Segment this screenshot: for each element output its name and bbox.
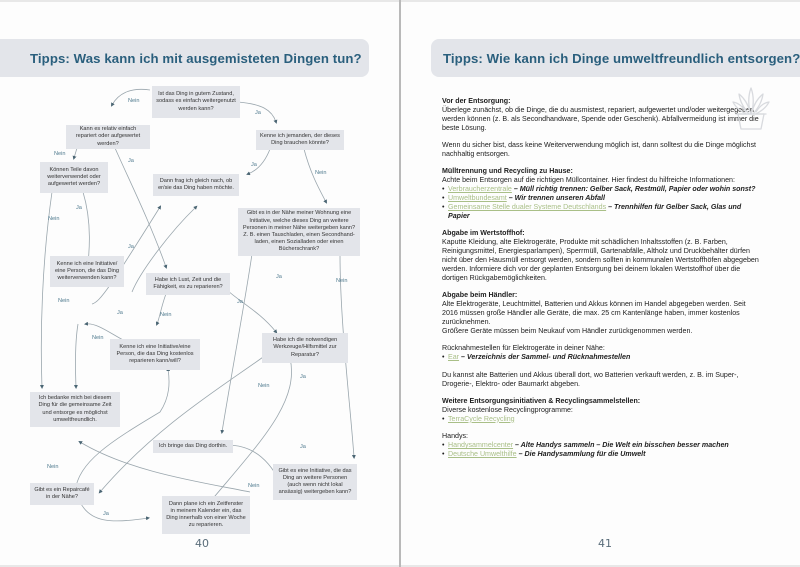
edge-label-yes: Ja (103, 511, 109, 517)
section-text: Diverse kostenlose Recyclingprogramme: (442, 405, 573, 414)
flow-node-free-repair (110, 339, 200, 370)
flow-node-remote-initiative (273, 464, 357, 500)
section-sustainable-note (442, 141, 762, 159)
section-phones (442, 432, 762, 459)
link-list (442, 415, 762, 424)
node-text: Gibt es eine Initiative, die das Ding an weitere Personen (auch wenn nicht lokal ansässig) weitergeben kann? (278, 467, 352, 496)
node-text: Ich bringe das Ding dorthin. (158, 442, 228, 449)
edge-label-yes: Ja (128, 158, 134, 164)
flow-node-repaircafe (30, 483, 94, 505)
node-text: Kenne ich eine Initiative/eine Person, die das Ding kostenlos reparieren kann/will? (116, 343, 194, 365)
list-item (442, 353, 762, 362)
section-text: Kaputte Kleidung, alte Elektrogeräte, Produkte mit schädlichen Inhaltsstoffen (z. B. Farben, Reinigungsmittel, Energiesparlampen), Sperrmüll, Gartenabfälle, Altholz und Druckbehälter dürfen nicht über den Hausmüll entsorgt werden, sondern sollten in kommunalen Wertstoffhöfen abgegeben werden. Informiere dich vor der geplanten Entsorgung bei deinem lokalen Wertstoffhof über die dortigen Rückgabemöglichkeiten. (442, 238, 759, 282)
edge-label-yes: Ja (300, 444, 306, 450)
node-text: Dann plane ich ein Zeitfenster in meinem Kalender ein, das Ding innerhalb von einer Woche zu reparieren. (166, 500, 246, 529)
section-heading: Vor der Entsorgung: (442, 97, 511, 105)
edge-label-yes: Ja (251, 162, 257, 168)
list-item (442, 441, 762, 450)
edge-label-yes: Ja (76, 205, 82, 211)
edge-label-yes: Ja (276, 274, 282, 280)
page-40 (0, 2, 399, 565)
link-description: – Alte Handys sammeln – Die Welt ein bisschen besser machen (513, 441, 729, 450)
list-item (442, 415, 762, 424)
section-text: Wenn du sicher bist, dass keine Weiterverwendung möglich ist, dann solltest du die Dinge möglichst nachhaltig entsorgen. (442, 141, 756, 159)
node-text: Ist das Ding in gutem Zustand, sodass es einfach weitergenutzt werden kann? (156, 91, 236, 112)
section-text: Überlege zunächst, ob die Dinge, die du ausmistest, repariert, aufgewertet und/oder weitergegeben werden können (z. B. als Secondhandware, Spende oder Geschenk). Abfallvermeidung ist immer die beste Lösung. (442, 105, 759, 132)
edge-label-no: Nein (54, 151, 66, 157)
link-ear[interactable]: Ear (448, 353, 460, 362)
edge-label-yes: Ja (128, 244, 134, 250)
node-text: Gibt es in der Nähe meiner Wohnung eine Initiative, welche dieses Ding an weitere Personen in meiner Nähe weitergeben kann? Z. B. einen Tauschladen, einen Secondhand-laden, einen Sozialladen oder einen Bücherschrank? (242, 210, 356, 253)
section-recycling-center (442, 229, 762, 282)
node-text: Können Teile davon weiterverwendet oder aufgewertet werden? (47, 166, 101, 188)
section-return-points (442, 344, 762, 362)
plant-pot-icon (730, 86, 772, 132)
section-further-initiatives (442, 397, 762, 424)
flow-node-repairable (66, 125, 150, 149)
section-heading: Abgabe beim Händler: (442, 291, 518, 300)
edge-label-no: Nein (92, 335, 104, 341)
edge-label-no: Nein (248, 483, 260, 489)
section-heading: Mülltrennung und Recycling zu Hause: (442, 167, 573, 176)
edge-label-no: Nein (336, 278, 348, 284)
section-batteries (442, 371, 762, 389)
node-text: Kann es relativ einfach repariert oder aufgewertet werden? (75, 126, 141, 147)
section-waste-separation (442, 167, 762, 220)
flow-node-bring-there (153, 440, 233, 453)
edge-label-yes: Ja (255, 110, 261, 116)
list-item (442, 450, 762, 459)
list-item (442, 203, 762, 221)
edge-label-no: Nein (48, 216, 60, 222)
link-description: – Müll richtig trennen: Gelber Sack, Restmüll, Papier oder wohin sonst? (511, 185, 756, 194)
flow-node-desire-to-repair (146, 273, 230, 295)
node-text: Habe ich die notwendigen Werkzeuge/Hilfsmittel zur Reparatur? (272, 337, 338, 358)
link-description: – Verzeichnis der Sammel- und Rücknahmestellen (459, 353, 631, 362)
link-description: – Die Handysammlung für die Umwelt (516, 450, 646, 458)
list-item (442, 185, 762, 194)
flow-node-know-someone (256, 130, 344, 150)
edge-label-no: Nein (47, 464, 59, 470)
link-list (442, 353, 762, 362)
node-text: Kenne ich eine Initiative/ eine Person, die das Ding weiterverwenden kann? (54, 260, 120, 282)
node-text: Dann frag ich gleich nach, ob er/sie das Ding haben möchte. (158, 177, 234, 191)
edge-label-no: Nein (128, 98, 140, 104)
flow-node-dispose (30, 392, 120, 427)
edge-label-no: Nein (58, 298, 70, 304)
section-text: Rücknahmestellen für Elektrogeräte in deiner Nähe: (442, 344, 605, 353)
edge-label-no: Nein (258, 383, 270, 389)
edge-label-yes: Ja (300, 374, 306, 380)
section-text: Du kannst alte Batterien und Akkus überall dort, wo Batterien verkauft werden, z. B. im Super-, Drogerie-, Elektro- oder Baumarkt abgeben. (442, 370, 739, 388)
flow-node-initiative-reuse (50, 256, 124, 287)
flow-node-good-condition (152, 86, 240, 118)
section-before-disposal (442, 97, 762, 133)
flow-node-parts-reusable (40, 162, 108, 193)
flow-node-plan-repair (162, 496, 250, 534)
decision-flowchart (0, 2, 399, 565)
title-bar-right (431, 39, 800, 77)
link-duale-systeme[interactable]: Gemeinsame Stelle dualer Systeme Deutschlands (448, 203, 607, 212)
link-verbraucherzentrale[interactable]: Verbraucherzentrale (448, 185, 512, 194)
edge-label-no: Nein (160, 312, 172, 318)
link-terracycle[interactable]: TerraCycle Recycling (448, 414, 515, 423)
disposal-tips-content (442, 97, 762, 467)
node-text: Habe ich Lust, Zeit und die Fähigkeit, es zu reparieren? (153, 276, 223, 290)
link-description: – Trennhilfen für Gelber Sack, Glas und Papier (448, 203, 742, 220)
flow-node-ask-them (153, 174, 239, 196)
flow-node-local-initiative (238, 208, 360, 256)
page-title-left: Tipps: Was kann ich mit ausgemisteten Dingen tun? (30, 50, 362, 66)
link-umweltbundesamt[interactable]: Umweltbundesamt (448, 194, 507, 203)
list-item (442, 194, 762, 203)
section-text: Alte Elektrogeräte, Leuchtmittel, Batterien und Akkus können im Handel abgegeben werden. Seit 2016 müssen große Händler alle Geräte, die max. 25 cm Kantenlänge haben, immer kostenlos zurücknehmen. (442, 300, 746, 327)
section-heading: Abgabe im Wertstoffhof: (442, 229, 525, 238)
link-description: – Wir trennen unseren Abfall (506, 194, 605, 203)
flow-node-tools (262, 333, 348, 363)
edge-label-yes: Ja (117, 310, 123, 316)
link-list (442, 185, 762, 221)
edge-label-yes: Ja (237, 299, 243, 305)
section-text: Größere Geräte müssen beim Neukauf vom Händler zurückgenommen werden. (442, 326, 693, 335)
edge-label-no: Nein (315, 170, 327, 176)
link-deutsche-umwelthilfe[interactable]: Deutsche Umwelthilfe (448, 450, 517, 458)
page-number-right: 41 (598, 537, 612, 550)
section-heading: Weitere Entsorgungsinitiativen & Recyclingsammelstellen: (442, 396, 641, 405)
section-retailer (442, 291, 762, 336)
node-text: Kenne ich jemanden, der dieses Ding brauchen könnte? (260, 132, 340, 146)
section-heading: Handys: (442, 432, 469, 441)
page-title-right: Tipps: Wie kann ich Dinge umweltfreundlich entsorgen? (443, 50, 800, 66)
node-text: Ich bedanke mich bei diesem Ding für die gemeinsame Zeit und entsorge es möglichst umweltfreundlich. (38, 395, 112, 423)
node-text: Gibt es ein Repaircafé in der Nähe? (34, 486, 90, 500)
link-handysammelcenter[interactable]: Handysammelcenter (448, 441, 514, 450)
section-text: Achte beim Entsorgen auf die richtigen Müllcontainer. Hier findest du hilfreiche Informationen: (442, 176, 735, 185)
link-list (442, 441, 762, 459)
page-number-left: 40 (195, 537, 209, 550)
